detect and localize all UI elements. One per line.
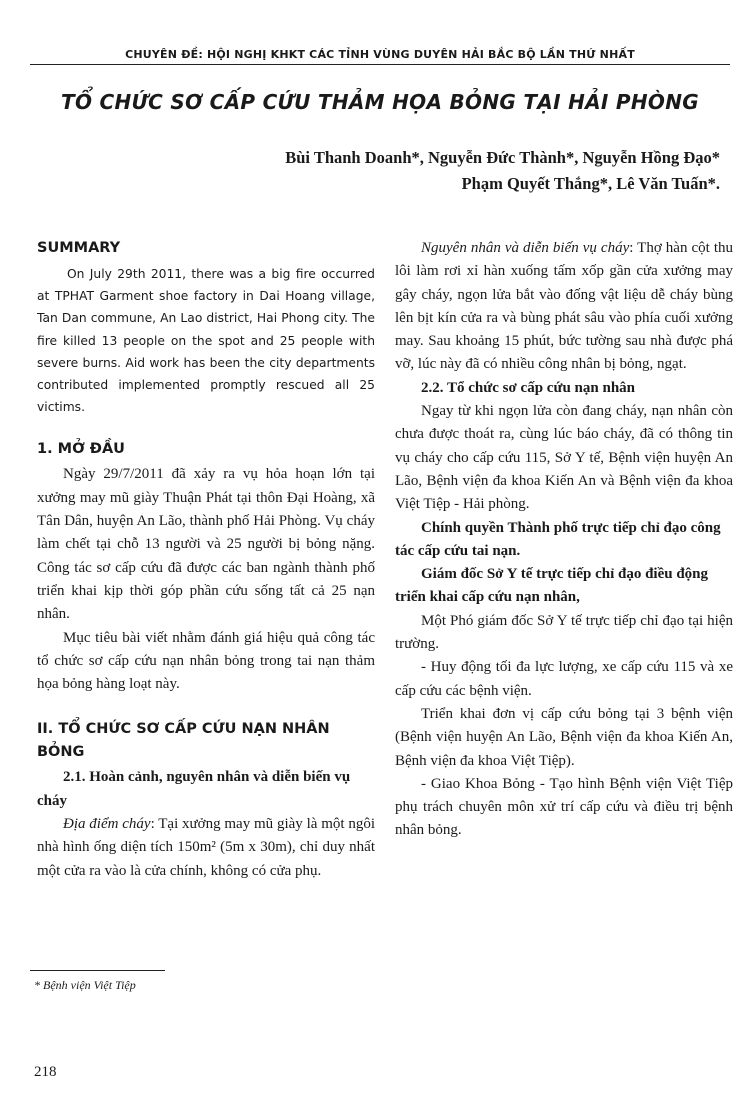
cause-paragraph — [395, 237, 733, 377]
deputy-director-paragraph: Một Phó giám đốc Sở Y tế trực tiếp chỉ đạo tại hiện trường. — [395, 612, 733, 653]
paper-title: TỔ CHỨC SƠ CẤP CỨU THẢM HỌA BỎNG TẠI HẢI PHÒNG — [61, 90, 699, 114]
summary-text: On July 29th 2011, there was a big fire occurred at TPHAT Garment shoe factory in Dai Hoang village, Tan Dan commune, An Lao district, Hai Phong city. The fire killed 13 people on the spot and 25 people with severe burns. Aid work has been the city departments contributed implemented promptly rescued all 25 victims. — [37, 267, 375, 415]
footnote-divider — [30, 970, 165, 971]
left-column — [37, 237, 375, 883]
health-director-directive: Giám đốc Sở Y tế trực tiếp chỉ đạo điều động triển khai cấp cứu nạn nhân, — [395, 566, 709, 606]
intro-heading: 1. MỞ ĐẦU — [37, 441, 125, 458]
cause-text: : Thợ hàn cột thu lôi làm rơi xỉ hàn xuống tấm xốp gần cửa xưởng may gây cháy, ngọn lửa bắt vào đống vật liệu dễ cháy bùng lên bịt kín cửa ra và bùng phát sâu vào phía cuối xưởng may. Sau khoảng 15 phút, bức tường sau nhà được phá vỡ, lúc này đã có nhiều công nhân bị bỏng, ngạt. — [395, 240, 733, 373]
author-line-2: Phạm Quyết Thắng*, Lê Văn Tuấn*. — [461, 174, 720, 193]
intro-paragraph-1: Ngày 29/7/2011 đã xảy ra vụ hỏa hoạn lớn tại xưởng may mũ giày Thuận Phát tại thôn Đại Hoàng, xã Tân Dân, huyện An Lão, thành phố Hải Phòng. Vụ cháy làm chết tại chỗ 13 người và 25 người bị bỏng nặng. Công tác sơ cấp cứu đã được các ban ngành thành phố triển khai kịp thời góp phần cứu sống tất cả 25 nạn nhân. — [37, 466, 375, 623]
intro-paragraph-2: Mục tiêu bài viết nhằm đánh giá hiệu quả công tác tổ chức sơ cấp cứu nạn nhân bỏng trong tai nạn thảm họa bỏng hàng loạt này. — [37, 629, 375, 693]
mobilize-paragraph: - Huy động tối đa lực lượng, xe cấp cứu 115 và xe cấp cứu các bệnh viện. — [395, 659, 733, 699]
cause-label: Nguyên nhân và diễn biến vụ cháy — [421, 240, 630, 256]
footnote: * Bệnh viện Việt Tiệp — [34, 978, 136, 992]
assignment-paragraph: - Giao Khoa Bỏng - Tạo hình Bệnh viện Việt Tiệp phụ trách chuyên môn xử trí cấp cứu và điều trị bệnh nhân bỏng. — [395, 775, 733, 839]
summary-heading: SUMMARY — [37, 240, 121, 256]
running-header: CHUYÊN ĐỀ: HỘI NGHỊ KHKT CÁC TỈNH VÙNG DUYÊN HẢI BẮC BỘ LẦN THỨ NHẤT — [30, 48, 730, 65]
fire-report-paragraph: Ngay từ khi ngọn lửa còn đang cháy, nạn nhân còn chưa được thoát ra, cùng lúc báo cháy, đã có thông tin vụ cháy cho cấp cứu 115, Sở Y tế, Bệnh viện huyện An Lão, Bệnh viện đa khoa Kiến An và Bệnh viện đa khoa Việt Tiệp - Hải phòng. — [395, 403, 733, 513]
page-number: 218 — [34, 1064, 57, 1080]
section-2-heading: II. TỔ CHỨC SƠ CẤP CỨU NẠN NHÂN BỎNG — [37, 721, 330, 761]
author-list — [200, 145, 720, 197]
right-column — [395, 237, 733, 843]
subsection-2-2-heading: 2.2. Tổ chức sơ cấp cứu nạn nhân — [421, 379, 635, 396]
city-directive: Chính quyền Thành phố trực tiếp chỉ đạo công tác cấp cứu tai nạn. — [395, 519, 721, 559]
subsection-2-1-heading: 2.1. Hoàn cảnh, nguyên nhân và diễn biến vụ cháy — [37, 769, 351, 809]
burn-units-paragraph: Triển khai đơn vị cấp cứu bỏng tại 3 bệnh viện (Bệnh viện huyện An Lão, Bệnh viện đa khoa Kiến An, Bệnh viện đa khoa Việt Tiệp). — [395, 705, 733, 769]
location-text: : Tại xưởng may mũ giày là một ngôi nhà hình ống diện tích 150m² (5m x 30m), chỉ duy nhất một cửa ra vào là cửa chính, không có cửa phụ. — [37, 815, 375, 879]
location-label: Địa điểm cháy — [63, 815, 151, 832]
author-line-1: Bùi Thanh Doanh*, Nguyễn Đức Thành*, Nguyễn Hồng Đạo* — [285, 148, 720, 167]
location-paragraph — [37, 813, 375, 883]
